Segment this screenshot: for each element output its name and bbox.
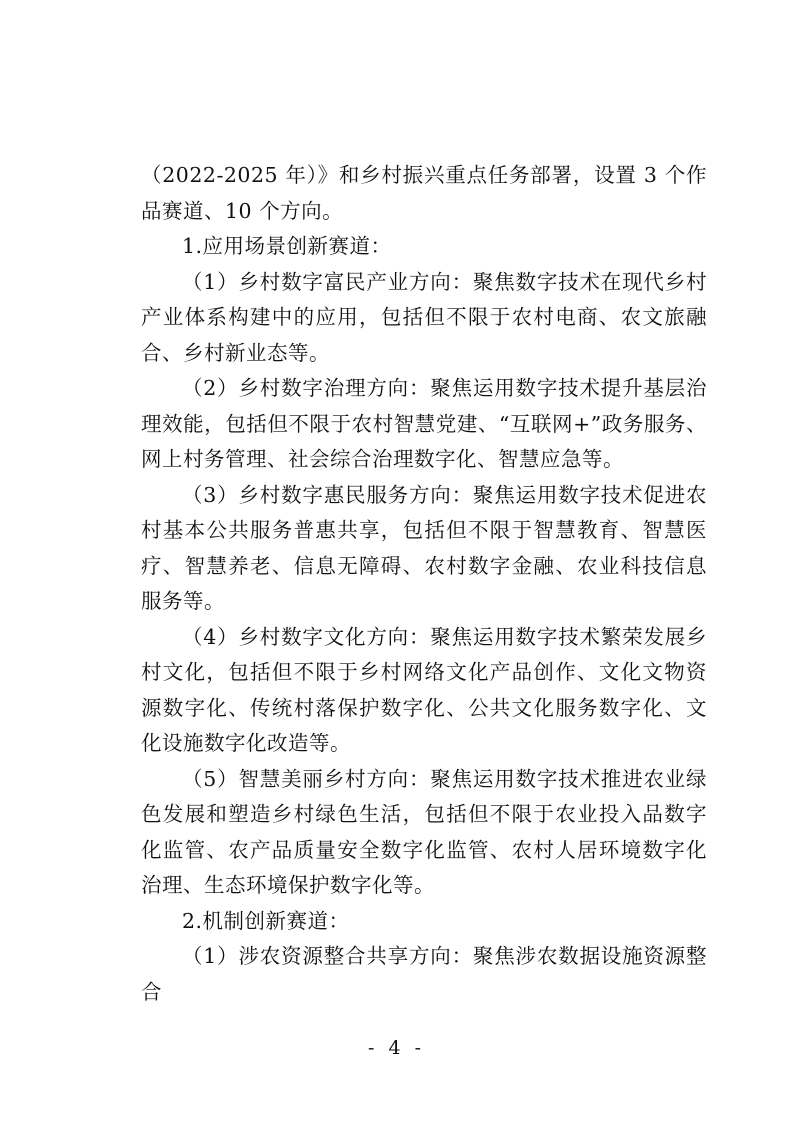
document-body	[141, 158, 707, 1010]
paragraph-resource-integration: （1）涉农资源整合共享方向：聚焦涉农数据设施资源整合	[141, 944, 707, 1004]
paragraph-rural-digital-services: （3）乡村数字惠民服务方向：聚焦运用数字技术促进农村基本公共服务普惠共享，包括但不限于智慧教育、智慧医疗、智慧养老、信息无障碍、农村数字金融、农业科技信息服务等。	[141, 482, 707, 613]
paragraph-smart-beautiful-village: （5）智慧美丽乡村方向：聚焦运用数字技术推进农业绿色发展和塑造乡村绿色生活，包括但不限于农业投入品数字化监管、农产品质量安全数字化监管、农村人居环境数字化治理、生态环境保护数字化等。	[141, 766, 707, 897]
paragraph-rural-digital-culture: （4）乡村数字文化方向：聚焦运用数字技术繁荣发展乡村文化，包括但不限于乡村网络文化产品创作、文化文物资源数字化、传统村落保护数字化、公共文化服务数字化、文化设施数字化改造等。	[141, 624, 707, 755]
paragraph-rural-digital-industry: （1）乡村数字富民产业方向：聚焦数字技术在现代乡村产业体系构建中的应用，包括但不限于农村电商、农文旅融合、乡村新业态等。	[141, 269, 707, 365]
heading-mechanism-innovation-track: 2.机制创新赛道：	[182, 908, 350, 933]
paragraph-continuation: （2022-2025 年）》和乡村振兴重点任务部署，设置 3 个作品赛道、10 个方向。	[141, 163, 707, 223]
heading-application-scenario-track: 1.应用场景创新赛道：	[182, 234, 392, 258]
page-number: - 4 -	[367, 1037, 425, 1059]
paragraph-rural-digital-governance: （2）乡村数字治理方向：聚焦运用数字技术提升基层治理效能，包括但不限于农村智慧党建、“互联网+”政务服务、网上村务管理、社会综合治理数字化、智慧应急等。	[141, 376, 707, 471]
